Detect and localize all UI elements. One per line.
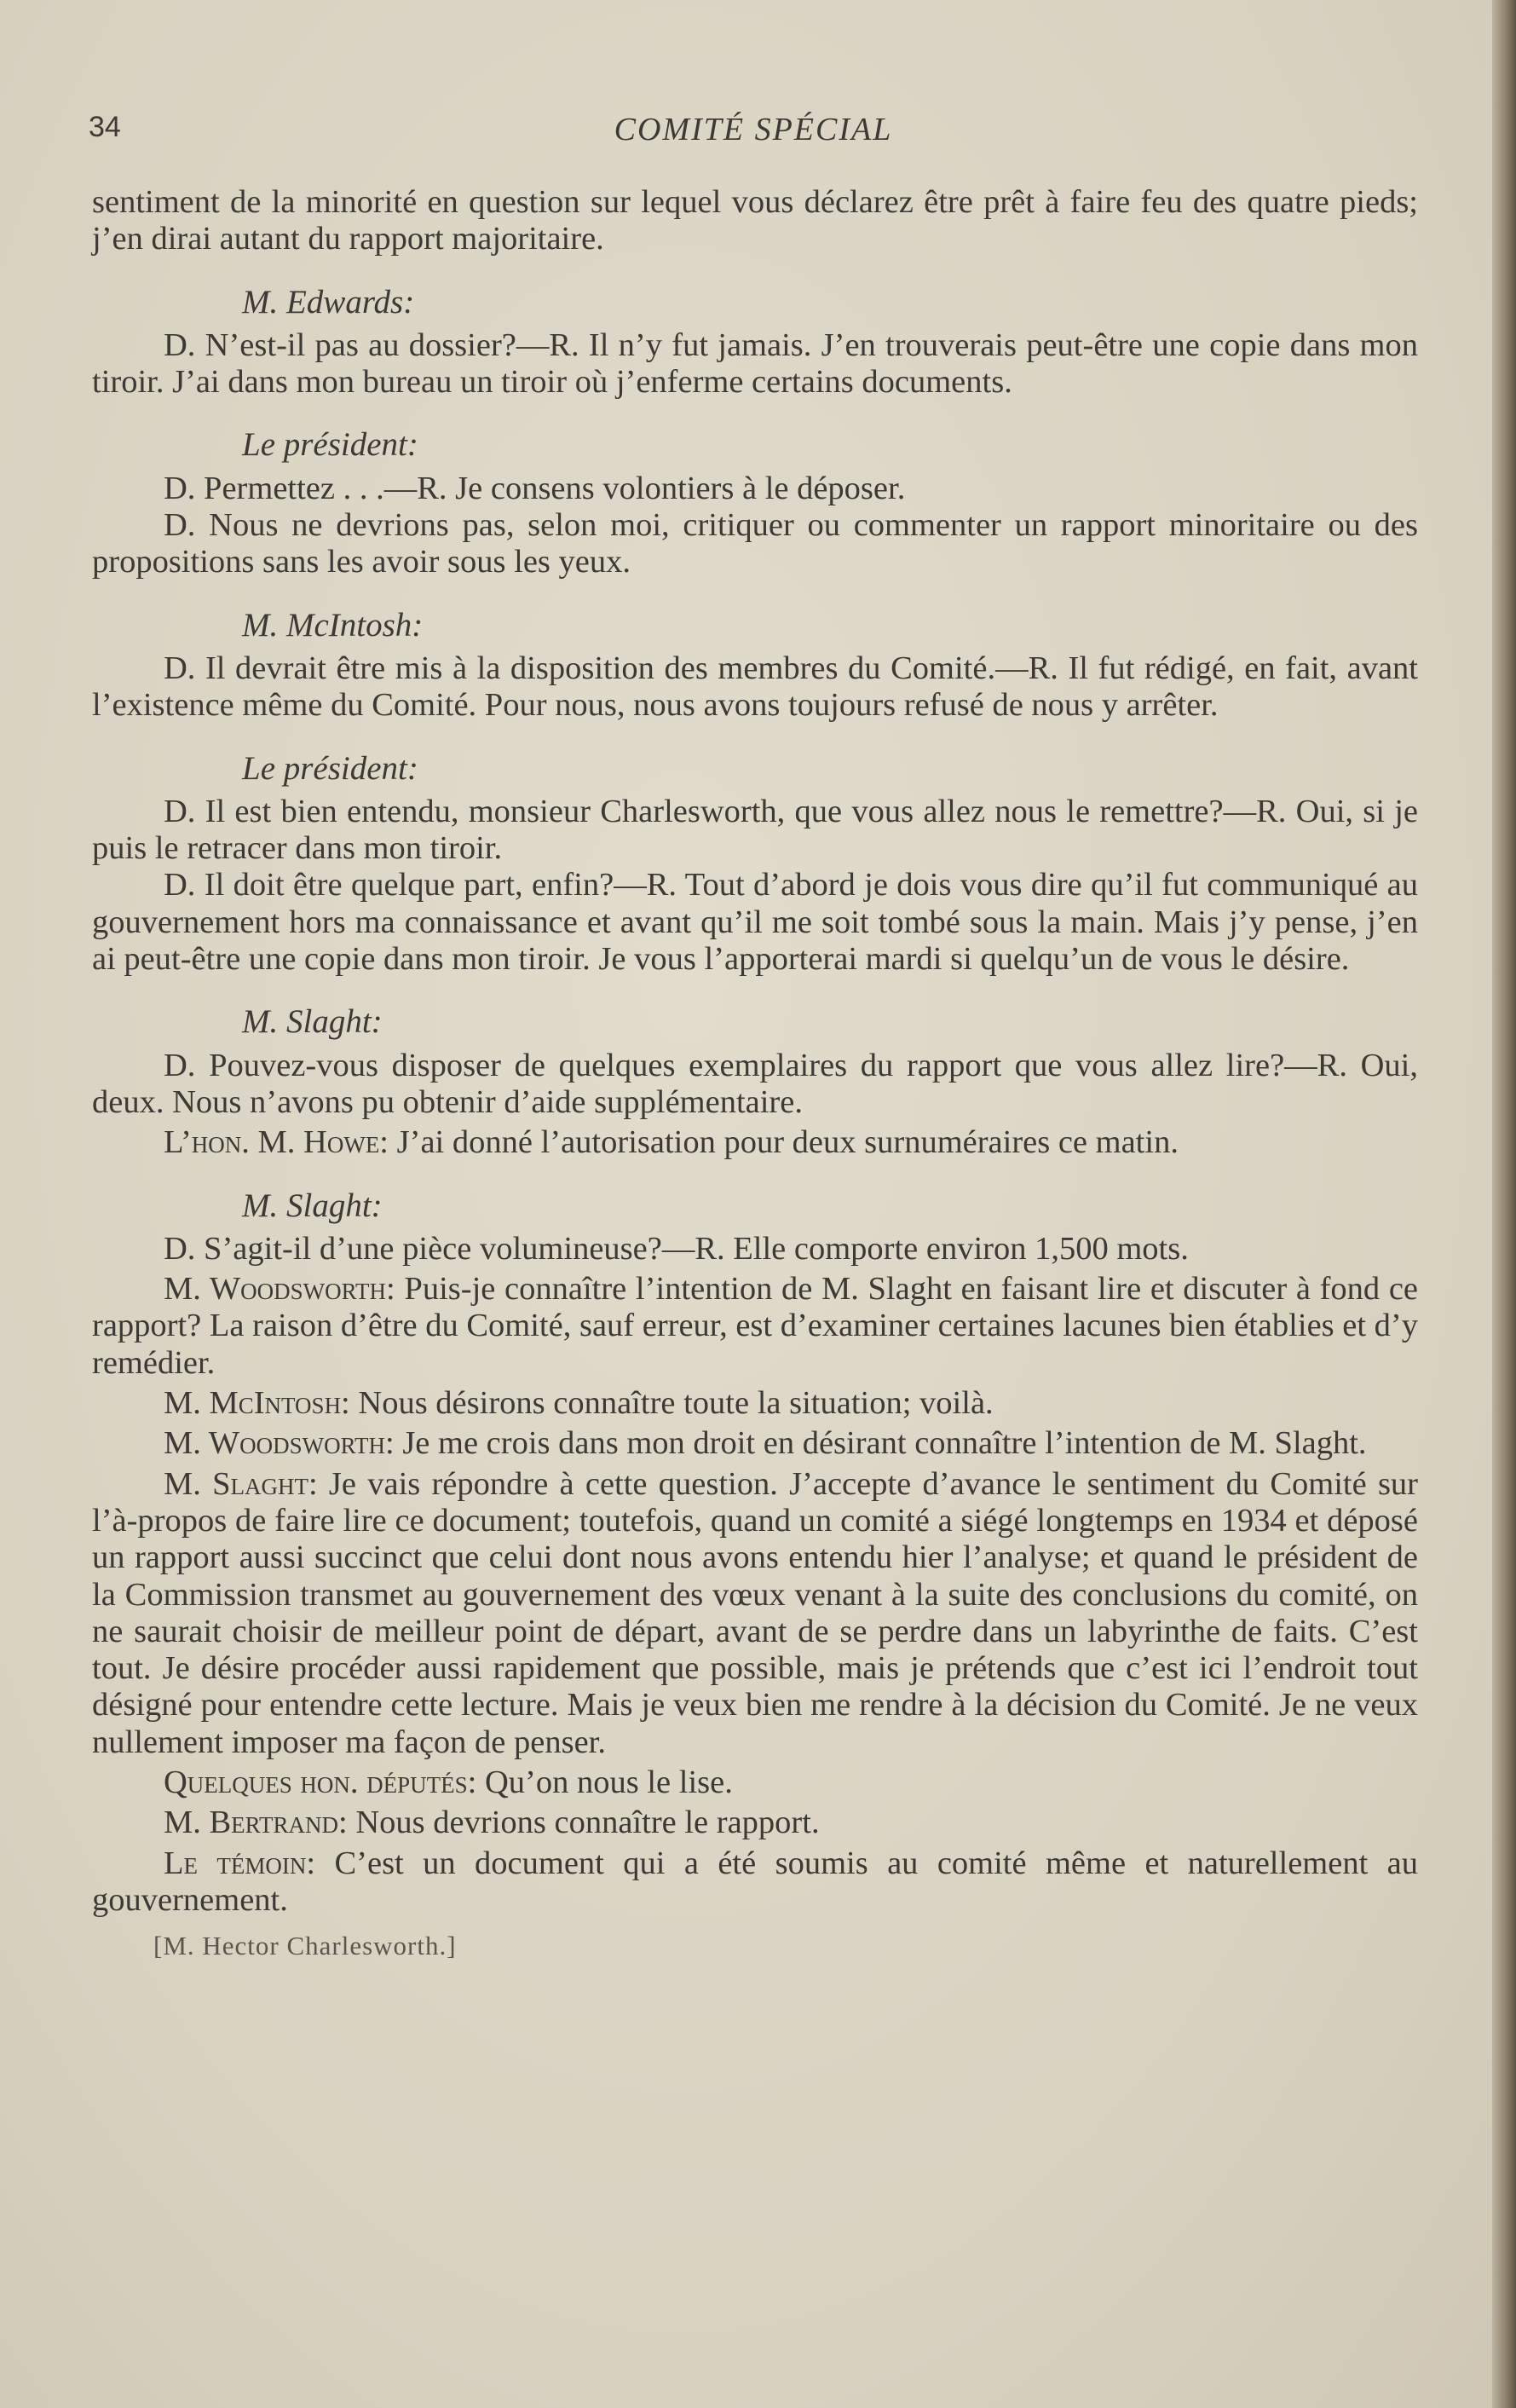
paragraph: D. Il devrait être mis à la disposition des membres du Comité.—R. Il fut rédigé, en fait, avant l’existence même du Comité. Pour nous, nous avons toujours refusé de nous y arrêter.	[92, 650, 1418, 724]
speaker-name: L’hon. M. Howe:	[164, 1124, 389, 1161]
paragraph: D. S’agit-il d’une pièce volumineuse?—R. Elle comporte environ 1,500 mots.	[164, 1230, 1189, 1267]
running-title: COMITÉ SPÉCIAL	[614, 112, 893, 147]
page-body	[92, 184, 1418, 1964]
speech-text: Je vais répondre à cette question. J’accepte d’avance le sentiment du Comité sur l’à-propos de faire lire ce document; toutefois, quand un comité a siégé longtemps en 1934 et déposé un rapport aussi succinct que celui dont nous avons entendu hier l’analyse; et quand le président de la Commission transmet au gouvernement des vœux venant à la suite des conclusions du comité, on ne saurait choisir de meilleur point de départ, avant de se perdre dans un labyrinthe de faits. C’est tout. Je désire procéder aussi rapidement que possible, mais je prétends que c’est ici l’endroit tout désigné pour entendre cette lecture. Mais je veux bien me rendre à la décision du Comité. Je ne veux nullement imposer ma façon de penser.	[92, 1465, 1418, 1760]
speaker-heading: Le président:	[242, 426, 418, 464]
paragraph: D. Permettez . . .—R. Je consens volontiers à le déposer.	[164, 470, 906, 506]
paragraph: D. Pouvez-vous disposer de quelques exemplaires du rapport que vous allez lire?—R. Oui, deux. Nous n’avons pu obtenir d’aide supplémentaire.	[92, 1047, 1418, 1120]
page-number: 34	[89, 111, 121, 143]
speech-text: Nous désirons connaître toute la situation; voilà.	[349, 1385, 994, 1422]
paragraph	[92, 1271, 1418, 1382]
paragraph: D. N’est-il pas au dossier?—R. Il n’y fut jamais. J’en trouverais peut-être une copie dans mon tiroir. J’ai dans mon bureau un tiroir où j’enferme certains documents.	[92, 326, 1418, 401]
paragraph	[92, 1805, 1418, 1841]
witness-footer: [M. Hector Charlesworth.]	[153, 1931, 457, 1961]
paragraph: sentiment de la minorité en question sur lequel vous déclarez être prêt à faire feu des quatre pieds; j’en dirai autant du rapport majoritaire.	[92, 184, 1418, 257]
speaker-name: M. Woodsworth:	[164, 1425, 395, 1462]
speaker-name: M. Bertrand:	[164, 1805, 348, 1841]
paragraph	[92, 1425, 1418, 1462]
speaker-heading: M. Slaght:	[242, 1003, 383, 1041]
speech-text: Qu’on nous le lise.	[476, 1764, 733, 1800]
speaker-heading: M. McIntosh:	[242, 606, 424, 644]
paragraph	[92, 1764, 1418, 1801]
speaker-name: Quelques hon. députés:	[164, 1764, 477, 1800]
paragraph	[92, 1466, 1418, 1761]
speaker-name: M. Slaght:	[164, 1465, 318, 1502]
paragraph	[92, 1845, 1418, 1920]
speech-text: Je me crois dans mon droit en désirant connaître l’intention de M. Slaght.	[394, 1425, 1367, 1462]
speech-text: Puis-je connaître l’intention de M. Slaght en faisant lire et discuter à fond ce rapport? La raison d’être du Comité, sauf erreur, est d’examiner certaines lacunes bien établies et d’y remédier.	[92, 1271, 1418, 1381]
paragraph	[92, 1385, 1418, 1422]
speaker-name: Le témoin:	[164, 1845, 316, 1881]
speech-text: C’est un document qui a été soumis au comité même et naturellement au gouvernement.	[92, 1845, 1419, 1918]
speaker-heading: M. Edwards:	[242, 283, 415, 320]
speech-text: Nous devrions connaître le rapport.	[347, 1805, 820, 1841]
speaker-name: M. McIntosh:	[164, 1385, 350, 1422]
page-header	[89, 111, 1418, 153]
speech-text: J’ai donné l’autorisation pour deux surnuméraires ce matin.	[389, 1124, 1179, 1161]
speaker-heading: M. Slaght:	[242, 1187, 383, 1224]
paragraph: D. Il est bien entendu, monsieur Charlesworth, que vous allez nous le remettre?—R. Oui, si je puis le retracer dans mon tiroir.	[92, 793, 1418, 867]
paragraph: D. Il doit être quelque part, enfin?—R. Tout d’abord je dois vous dire qu’il fut communiqué au gouvernement hors ma connaissance et avant qu’il me soit tombé sous la main. Mais j’y pense, j’en ai peut-être une copie dans mon tiroir. Je vous l’apporterai mardi si quelqu’un de vous le désire.	[92, 867, 1418, 978]
paragraph: D. Nous ne devrions pas, selon moi, critiquer ou commenter un rapport minoritaire ou des propositions sans les avoir sous les yeux.	[92, 507, 1418, 580]
speaker-name: M. Woodsworth:	[164, 1271, 395, 1308]
paragraph	[92, 1124, 1418, 1161]
speaker-heading: Le président:	[242, 749, 418, 787]
book-spine-shadow	[1492, 0, 1516, 2408]
